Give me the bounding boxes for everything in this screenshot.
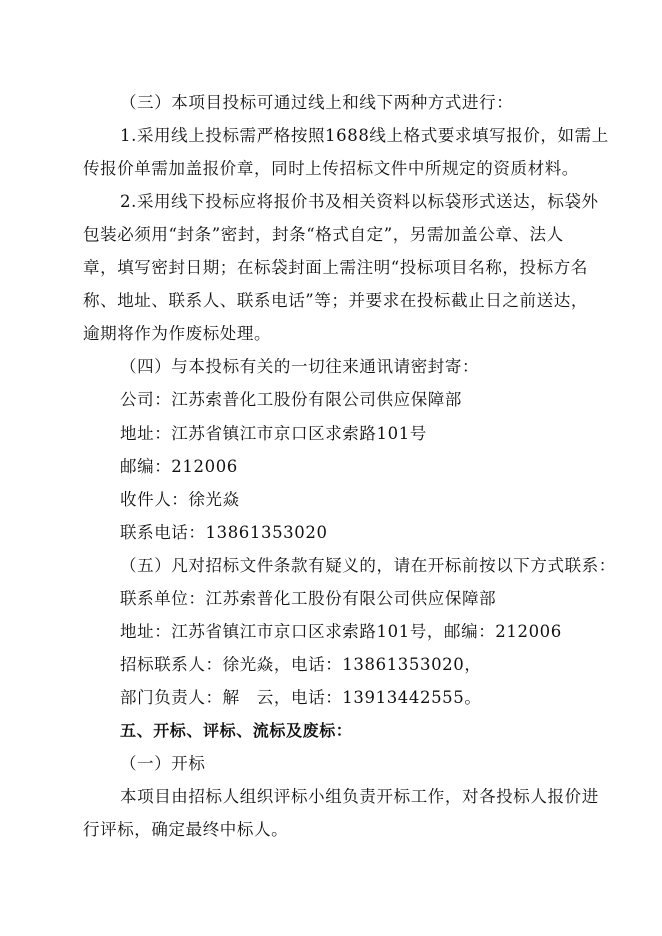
paragraph-online-bid-line1: 1.采用线上投标需严格按照1688线上格式要求填写报价，如需上 [120,126,609,145]
address-postcode-line: 地址：江苏省镇江市京口区求索路101号，邮编：212006 [120,622,562,641]
section-four-heading: （四）与本投标有关的一切往来通讯请密封寄： [120,357,480,376]
paragraph-offline-bid-line1: 2.采用线下投标应将报价书及相关资料以标袋形式送达，标袋外 [120,192,599,211]
contact-unit-line: 联系单位：江苏索普化工股份有限公司供应保障部 [120,589,497,608]
paragraph-offline-bid-line2: 包装必须用“封条”密封，封条“格式自定”，另需加盖公章、法人 [83,225,564,244]
paragraph-offline-bid-line4: 称、地址、联系人、联系电话”等；并要求在投标截止日之前送达， [83,291,588,310]
section-three-heading: （三）本项目投标可通过线上和线下两种方式进行： [120,93,514,112]
chapter-five-heading: 五、开标、评标、流标及废标： [120,721,353,740]
paragraph-online-bid-line2: 传报价单需加盖报价章，同时上传招标文件中所规定的资质材料。 [83,159,579,178]
opening-paragraph-line1: 本项目由招标人组织评标小组负责开标工作，对各投标人报价进 [120,787,599,806]
subsection-opening-heading: （一）开标 [120,754,206,773]
recipient-line: 收件人：徐光焱 [120,490,240,509]
bid-contact-line: 招标联系人：徐光焱，电话：13861353020， [120,655,482,674]
department-head-line: 部门负责人：解 云，电话：13913442555。 [120,688,482,707]
address-line: 地址：江苏省镇江市京口区求索路101号 [120,424,427,443]
paragraph-offline-bid-line5: 逾期将作为作废标处理。 [83,324,272,343]
paragraph-offline-bid-line3: 章，填写密封日期；在标袋封面上需注明“投标项目名称，投标方名 [83,258,588,277]
postcode-line: 邮编：212006 [120,457,238,476]
company-line: 公司：江苏索普化工股份有限公司供应保障部 [120,390,462,409]
section-five-heading: （五）凡对招标文件条款有疑义的，请在开标前按以下方式联系： [120,556,616,575]
opening-paragraph-line2: 行评标，确定最终中标人。 [83,820,289,839]
phone-line: 联系电话：13861353020 [120,523,328,542]
